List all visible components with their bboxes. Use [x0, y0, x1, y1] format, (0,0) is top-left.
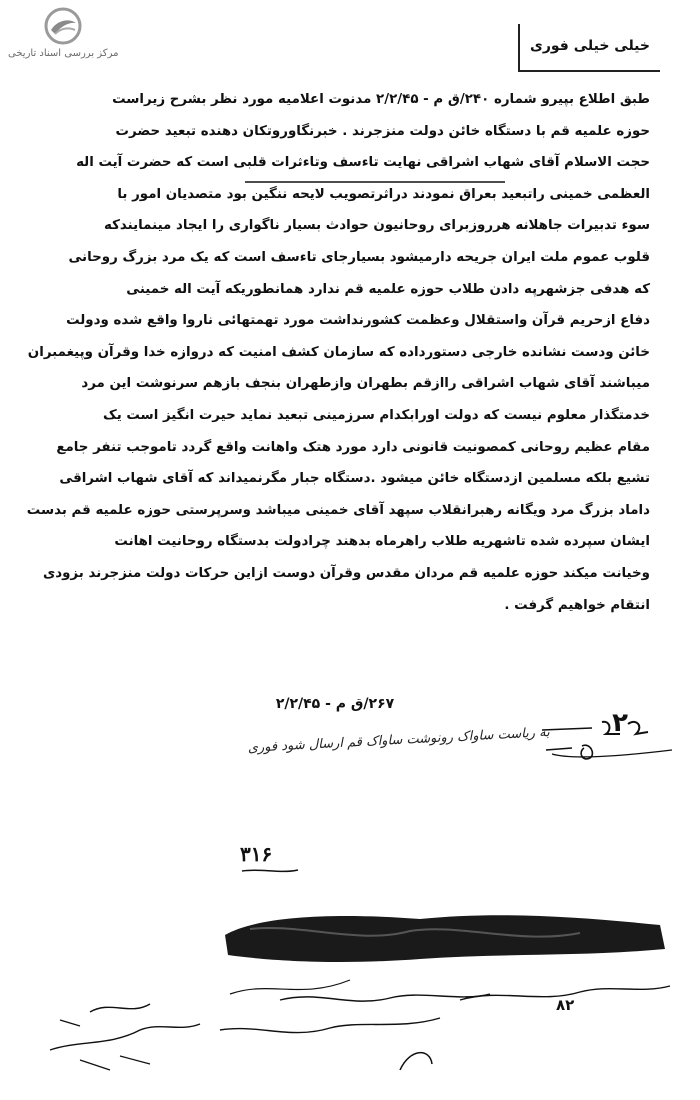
body-line: انتقام خواهیم گرفت . [504, 597, 650, 613]
body-line: مقام عظیم روحانی کمصونیت قانونی دارد مورد هتک واهانت واقع گردد تاموجب تنفر جامع [56, 439, 650, 455]
handwritten-annotation: به ریاست ساواک رونوشت ساواک قم ارسال شود فوری [247, 725, 551, 756]
body-line: حجت الاسلام آقای شهاب اشراقی نهایت تاءسف وتاءثرات قلبی است که حضرت آیت اله [76, 155, 650, 171]
body-line: وخیانت میکند حوزه علمیه قم مردان مقدس وقرآن دوست ازاین حرکات دولت منزجرند بزودی [42, 565, 650, 581]
reference-number: ۲۶۷/ق م - ۲/۲/۴۵ [275, 696, 395, 712]
stamp-scribble [532, 712, 682, 766]
logo-caption: مرکز بررسی اسناد تاریخی [8, 48, 119, 59]
body-line: خائن ودست نشانده خارجی دستورداده که سازمان کشف امنیت که دروازه خدا وقرآن وپیغمبران [27, 344, 650, 360]
lower-number: ۸۲ [556, 996, 575, 1014]
body-line: سوء تدبیرات جاهلانه هرروزبرای روحانیون حوادث بسیار ناگواری را ایجاد مینمایندکه [103, 218, 650, 234]
body-line: قلوب عموم ملت ایران جریحه دارمیشود بسیارجای تاءسف است که یک مرد بزرگ روحانی [68, 249, 650, 265]
urgency-label: خیلی خیلی فوری [530, 38, 650, 54]
file-number-underline [240, 866, 300, 876]
lower-handwriting [20, 960, 680, 1080]
body-line: خدمتگذار معلوم نیست که دولت اورابکدام سرزمینی تبعید نماید حیرت انگیز است یک [102, 407, 650, 423]
body-line: میباشند آقای شهاب اشراقی راازقم بطهران وازطهران بنجف بازهم سرنوشت این مرد [81, 376, 650, 392]
body-line: تشیع بلکه مسلمین ازدستگاه خائن میشود .دستگاه جبار مگرنمیداند که آقای شهاب اشراقی [59, 471, 650, 487]
stamp-digit: ۲ [612, 708, 628, 738]
registration-stamp [532, 708, 682, 766]
body-line: داماد بزرگ مرد ویگانه رهبرانقلاب سپهد آقای خمینی میباشد وسرپرستی حوزه علمیه قم بدست [26, 502, 650, 518]
body-line: ایشان سپرده شده تاشهریه طلاب راهرماه بدهند چرادولت بدستگاه روحانیت اهانت [114, 534, 650, 550]
body-line: دفاع ازحریم قرآن واستقلال وعظمت کشورنداشت مورد تهمتهائی ناروا واقع شده ودولت [66, 313, 650, 329]
body-line: حوزه علمیه قم با دستگاه خائن دولت منزجرند . خبرنگاوروتکان دهنده تبعید حضرت [115, 123, 650, 139]
body-line: که هدفی جزشهرپه دادن طلاب حوزه علمیه قم ندارد همانطوریکه آیت اله خمینی [126, 281, 650, 297]
body-line: طبق اطلاع بپیرو شماره ۲۴۰/ق م - ۲/۲/۴۵ مدنوت اعلامیه مورد نظر بشرح زیراست [112, 92, 650, 107]
file-number [240, 842, 300, 882]
file-number-text: ۳۱۶ [240, 842, 273, 866]
body-line: العظمی خمینی راتبعید بعراق نمودند دراثرتصویب لایحه ننگین بود متصدیان امور با [117, 186, 650, 202]
